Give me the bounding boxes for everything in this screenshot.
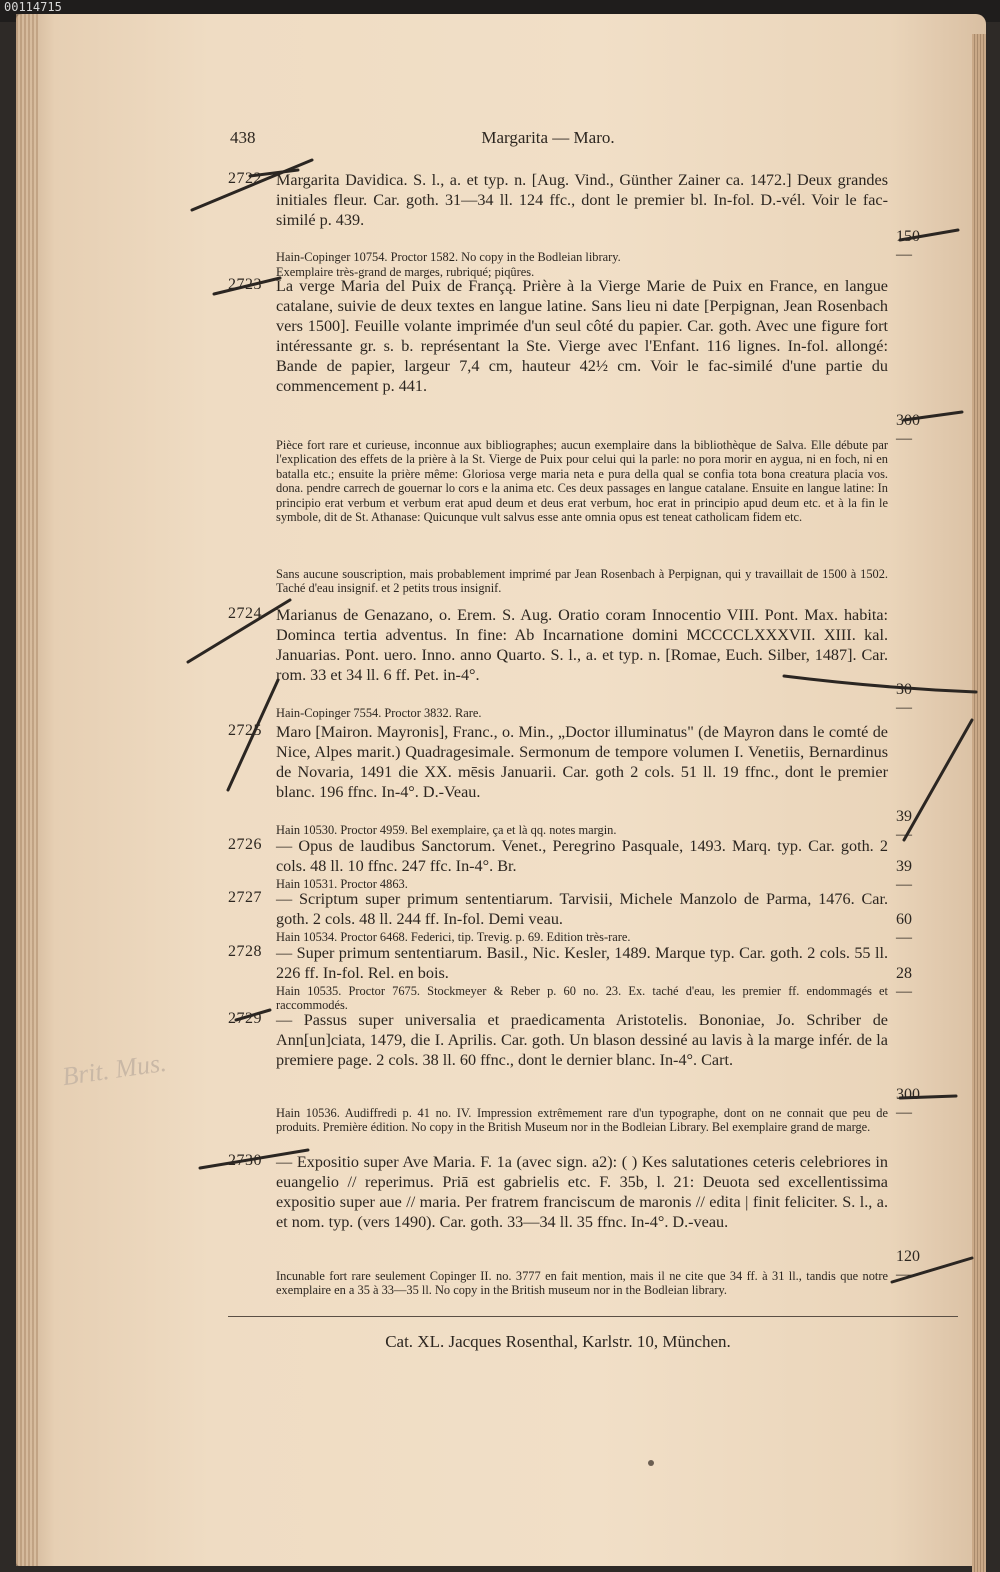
entry-price: 30 — <box>896 681 912 716</box>
entry-text: Maro [Mairon. Mayronis], Franc., o. Min., „Doctor illuminatus" (de Mayron dans le comté de Nice, Alpes marit.) Quadragesimale. Sermonum de tempore volumen I. Venetiis, Bernardinus de Novaria, 1491 die XX. mēsis Januarii. Car. goth 2 cols. 51 ll. 19 ffnc., dont le premier blanc. 196 ffnc. In-4°. D.-Veau. <box>276 723 888 801</box>
entry-note: Hain 10531. Proctor 4863. <box>276 877 408 891</box>
entry-number: 2723 <box>228 276 262 293</box>
entry-number: 2726 <box>228 836 262 853</box>
entry-note: Hain 10536. Audiffredi p. 41 no. IV. Impression extrêmement rare d'un typographe, dont on ne connait que peu de produits. Première édition. No copy in the British Museum nor in the Bodleian Library. Bel exemplaire grand de marge. <box>276 1106 888 1135</box>
entry-price: 60 — <box>896 911 912 946</box>
entry-note: Incunable fort rare seulement Copinger II. no. 3777 en fait mention, mais il ne cite que 34 ff. à 31 ll., tandis que notre exemplaire en a 35 à 33—35 ll. No copy in the British museum nor in the Bodleian library. <box>276 1269 888 1298</box>
entry-price: 39 — <box>896 808 912 843</box>
entry-number: 2728 <box>228 943 262 960</box>
entry-number: 2725 <box>228 722 262 739</box>
entry-text: — Expositio super Ave Maria. F. 1a (avec sign. a2): ( ) Kes salutationes ceteris celebriores in euangelio // reperimus. Priā est gabrielis etc. F. 35b, l. 21: Deuota sed excellentissima expositio super aue // maria. Per fratrem franciscum de maronis // edita | finit feliciter. S. l., a. et nom. typ. (vers 1490). Car. goth. 33—34 ll. 35 ffnc. In-4°. D.-veau. <box>276 1153 888 1231</box>
pencil-margin-note: Brit. Mus. <box>60 1047 169 1092</box>
entry-text: Margarita Davidica. S. l., a. et typ. n. [Aug. Vind., Günther Zainer ca. 1472.] Deux grandes initiales fleur. Car. goth. 31—34 ll. 124 ffc., dont le premier bl. In-fol. D.-vél. Voir le fac-similé p. 439. <box>276 171 888 229</box>
entry-price: 300 — <box>896 412 920 447</box>
entry-number: 2727 <box>228 889 262 906</box>
page-edge <box>972 34 986 1572</box>
entry-note: Hain 10530. Proctor 4959. Bel exemplaire, ça et là qq. notes margin. <box>276 823 617 837</box>
entry-text: — Super primum sententiarum. Basil., Nic. Kesler, 1489. Marque typ. Car. goth. 2 cols. 55 ll. 226 ff. In-fol. Rel. en bois. <box>276 944 888 982</box>
entry-price: 28 — <box>896 965 912 1000</box>
entry-price: 150 — <box>896 228 920 263</box>
entry-number: 2722 <box>228 170 262 187</box>
page-number: 438 <box>230 128 256 147</box>
entry-text: Marianus de Genazano, o. Erem. S. Aug. Oratio coram Innocentio VIII. Pont. Max. habita: Dominca tertia adventus. In fine: Ab Incarnatione domini MCCCCLXXXVII. XIII. kal. Januarias. Pont. uero. Inno. anno Quarto. S. l., a. et typ. n. [Romae, Euch. Silber, 1487]. Car. rom. 33 et 34 ll. 6 ff. Pet. in-4°. <box>276 606 888 684</box>
entry-number: 2729 <box>228 1010 262 1027</box>
entry-text: — Scriptum super primum sententiarum. Tarvisii, Michele Manzolo de Parma, 1476. Car. goth. 2 cols. 48 ll. 244 ff. In-fol. Demi veau. <box>276 890 888 928</box>
scan-id: 00114715 <box>4 0 62 14</box>
catalogue-footer: Cat. XL. Jacques Rosenthal, Karlstr. 10, München. <box>385 1332 731 1351</box>
entry-note: Exemplaire très-grand de marges, rubriqué; piqûres. <box>276 265 535 279</box>
entry-number: 2730 <box>228 1152 262 1169</box>
entry-text: — Opus de laudibus Sanctorum. Venet., Peregrino Pasquale, 1493. Marq. typ. Car. goth. 2 cols. 48 ll. 10 ffnc. 247 ffc. In-4°. Br. <box>276 837 888 875</box>
entry-price: 300 — <box>896 1086 920 1121</box>
entry-price: 39 — <box>896 858 912 893</box>
entry-note: Pièce fort rare et curieuse, inconnue aux bibliographes; aucun exemplaire dans la bibliothèque de Salva. Elle débute par l'explication des effets de la prière à la St. Vierge de Puix pour celui qui la parle: no pora morir en ayguа, ni en foch, ni en batalla etc.; ensuite la prière même: Gloriosa verge maria neta e pura della qual se confia tota bona creatura placia vos. dona. pendre carrech de gouernar lo cors e la anima etc. Ces deux passages en langue catalane. Ensuite en langue latine: In principio erat verbum et verbum erat apud deum et deus erat verbum, hoc erat in principio apud deum etc. et à la fin le symbole, dit de St. Athanase: Quicunque vult salvus esse ante omnia opus est teneat catholicam fidem etc. <box>276 438 888 525</box>
entry-price: 120 — <box>896 1248 920 1283</box>
entry-note: Hain-Copinger 10754. Proctor 1582. No copy in the Bodleian library. <box>276 250 621 264</box>
entry-number: 2724 <box>228 605 262 622</box>
entry-note: Hain-Copinger 7554. Proctor 3832. Rare. <box>276 706 482 720</box>
entry-note: Sans aucune souscription, mais probablement imprimé par Jean Rosenbach à Perpignan, qui y travaillait de 1500 à 1502. Taché d'eau insignif. et 2 petits trous insignif. <box>276 567 888 596</box>
entry-note: Hain 10534. Proctor 6468. Federici, tip. Trevig. p. 69. Edition très-rare. <box>276 930 631 944</box>
footer-rule <box>228 1316 958 1317</box>
entry-text: La verge Maria del Puix de Françą. Prière à la Vierge Marie de Puix en France, en langue catalane, suivie de deux textes en langue latine. Sans lieu ni date [Perpignan, Jean Rosenbach vers 1500]. Feuille volante imprimée d'un seul côté du papier. Car. goth. Avec une figure fort intéressante gr. s. b. représentant la Ste. Vierge avec l'Enfant. 116 lignes. In-fol. allongé: Bande de papier, largeur 7,4 cm, hauteur 42½ cm. Voir le fac-similé d'une partie du commencement p. 441. <box>276 277 888 395</box>
entry-note: Hain 10535. Proctor 7675. Stockmeyer & Reber p. 60 no. 23. Ex. taché d'eau, les premier ff. endommagés et raccommodés. <box>276 984 888 1013</box>
ink-spot <box>648 1460 654 1466</box>
running-title: Margarita — Maro. <box>481 128 615 147</box>
entry-text: — Passus super universalia et praedicamenta Aristotelis. Bononiae, Jo. Schriber de Ann[un]ciata, 1479, die I. Aprilis. Car. goth. Un blason dessiné au lavis à la marge infér. de la premiere page. 2 cols. 38 ll. 60 ffnc., dont le dernier blanc. In-4°. Cart. <box>276 1011 888 1069</box>
